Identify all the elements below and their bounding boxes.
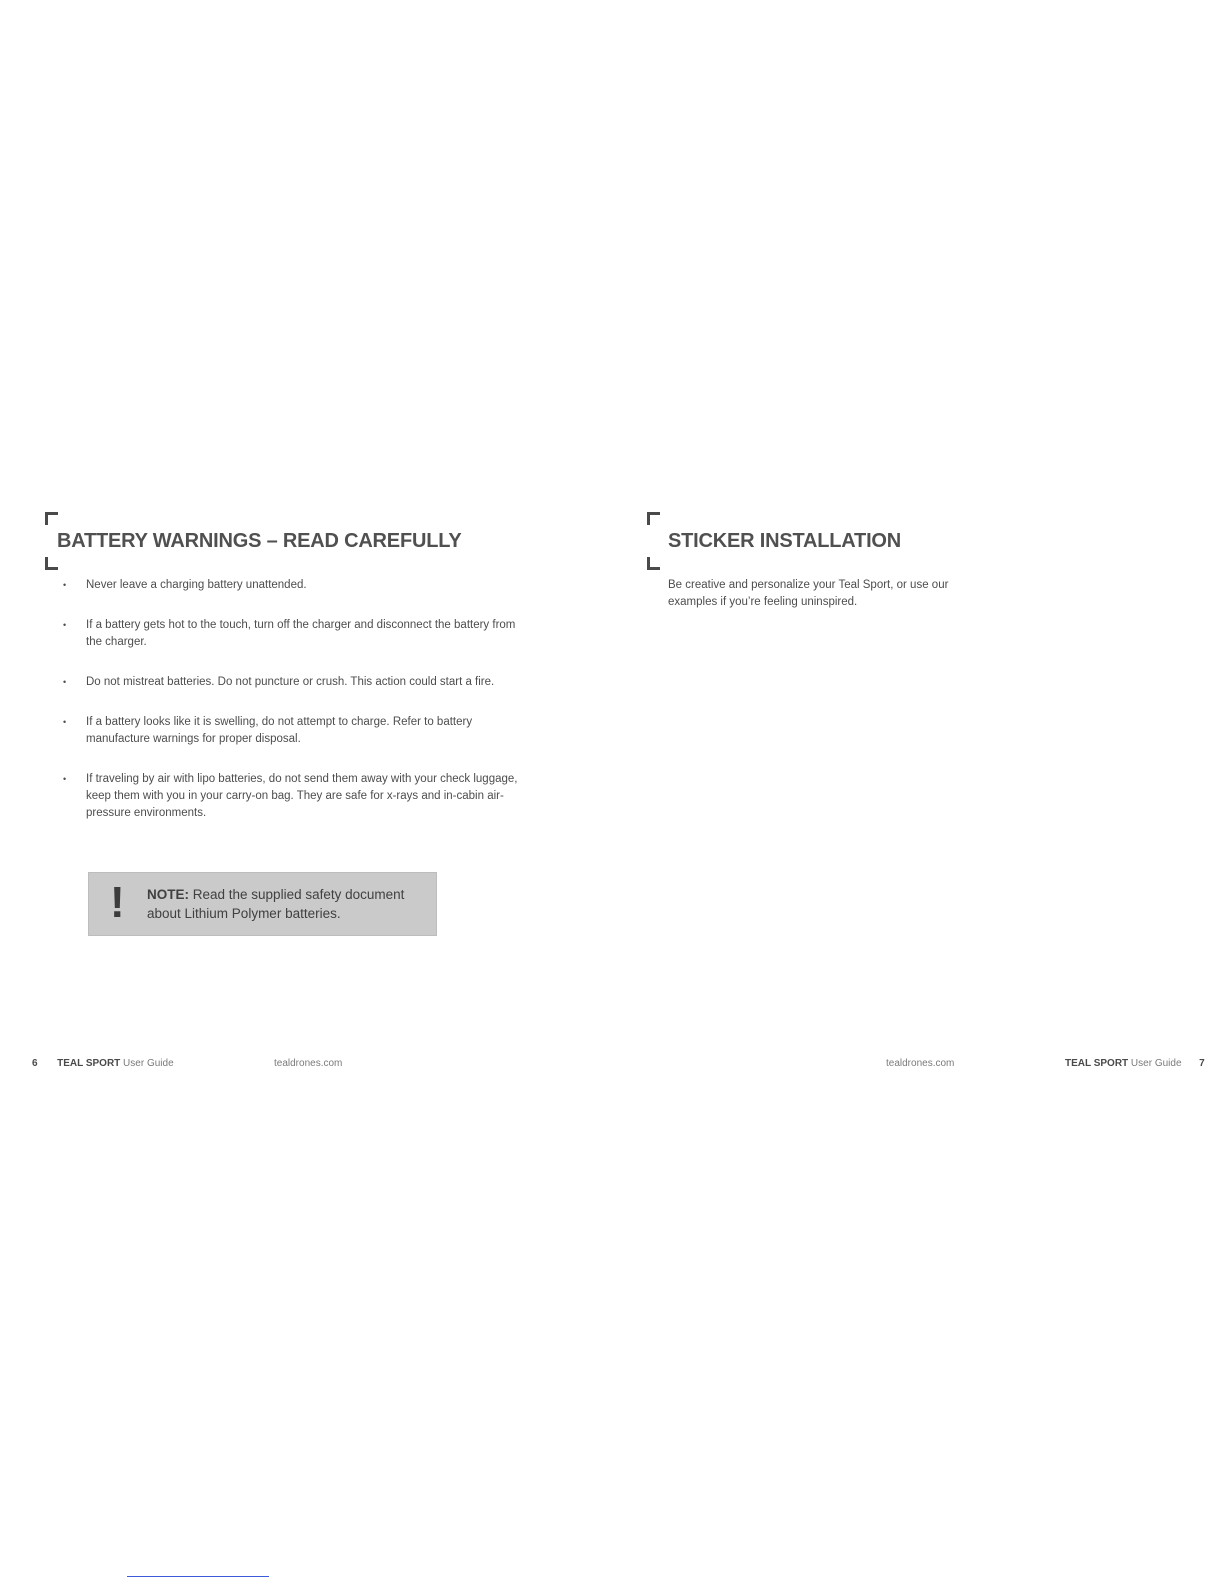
footer-brand: TEAL SPORT: [57, 1058, 121, 1069]
sticker-installation-heading: STICKER INSTALLATION: [668, 530, 902, 552]
footer-guide: User Guide: [120, 1058, 174, 1069]
warning-text: Never leave a charging battery unattended.: [86, 579, 307, 591]
left-footer-website[interactable]: tealdrones.com: [274, 1058, 343, 1069]
left-footer: [32, 1057, 174, 1071]
note-text: [147, 885, 422, 923]
bullet-icon: •: [63, 774, 67, 784]
battery-warnings-heading: BATTERY WARNINGS – READ CAREFULLY: [57, 530, 462, 552]
list-item: [60, 771, 530, 822]
bullet-icon: •: [63, 717, 67, 727]
sticker-intro-text: Be creative and personalize your Teal Sport, or use our examples if you’re feeling uninspired.: [668, 579, 949, 608]
list-item: [60, 577, 530, 594]
right-footer-website[interactable]: tealdrones.com: [886, 1058, 955, 1069]
list-item: [60, 674, 530, 691]
bullet-icon: •: [63, 620, 67, 630]
warning-text: If traveling by air with lipo batteries, do not send them away with your check luggage, keep them with you in your carry-on bag. They are safe for x-rays and in-cabin air-pressure environments.: [86, 773, 518, 819]
heading-corner-top-icon: [45, 512, 58, 525]
warning-text: If a battery looks like it is swelling, do not attempt to charge. Refer to battery manufacture warnings for proper disposal.: [86, 716, 473, 745]
page-number: 6: [32, 1058, 38, 1069]
heading-corner-bottom-icon: [45, 557, 58, 570]
footer-brand: TEAL SPORT: [1065, 1058, 1129, 1069]
note-box: [88, 872, 437, 936]
battery-warnings-list: [60, 577, 530, 845]
exclamation-icon: !: [110, 878, 125, 927]
list-item: [60, 617, 530, 651]
bullet-icon: •: [63, 580, 67, 590]
note-label: NOTE:: [147, 887, 189, 902]
warning-text: Do not mistreat batteries. Do not puncture or crush. This action could start a fire.: [86, 676, 495, 688]
right-footer: [1065, 1057, 1205, 1071]
heading-corner-top-icon: [647, 512, 660, 525]
bottom-link-underline: [127, 1576, 269, 1577]
bullet-icon: •: [63, 677, 67, 687]
note-body: Read the supplied safety document about Lithium Polymer batteries.: [147, 887, 405, 921]
list-item: [60, 714, 530, 748]
footer-guide: User Guide: [1128, 1058, 1182, 1069]
heading-corner-bottom-icon: [647, 557, 660, 570]
warning-text: If a battery gets hot to the touch, turn off the charger and disconnect the battery from the charger.: [86, 619, 516, 648]
page-number: 7: [1199, 1058, 1205, 1069]
